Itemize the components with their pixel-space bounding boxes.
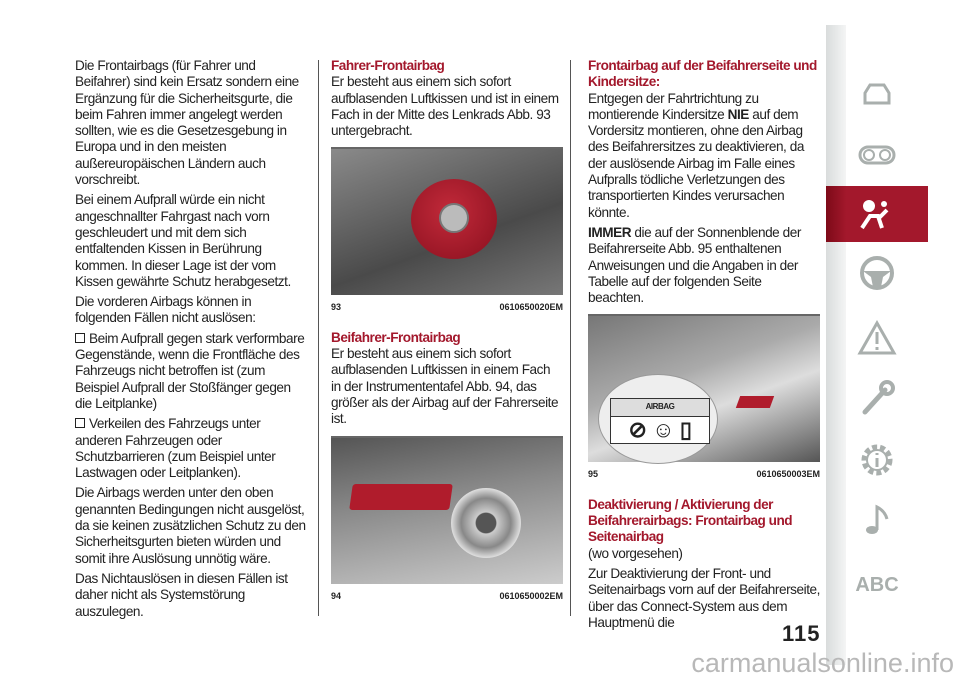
column-2 <box>331 58 563 618</box>
figure-caption <box>588 466 820 482</box>
airbag-highlight <box>411 179 497 259</box>
paragraph: Die Airbags werden unter den oben genannten Bedingungen nicht ausgelöst, da sie keinen zusätzlichen Schutz zu den Sicherheitsgurten bieten würden und somit ihre Auslösung unnötig wäre. <box>75 485 306 566</box>
text: auf dem Vordersitz montieren, ohne den Airbag des Beifahrersitzes zu deaktivieren, da der auslösende Airbag im Falle eines Aufpralls tödliche Verletzungen des transportierten Kindes verursachen könnte. <box>588 106 804 220</box>
airbag-icon <box>857 196 897 232</box>
heading-driver-airbag: Fahrer-Frontairbag <box>331 58 445 73</box>
page-number: 115 <box>782 621 821 646</box>
paragraph <box>588 91 820 221</box>
figure-number: 93 <box>331 302 342 313</box>
gear-info-icon <box>857 442 897 478</box>
column-3 <box>588 58 820 635</box>
figure-caption <box>331 588 563 604</box>
column-divider <box>570 60 571 616</box>
text: Entgegen der Fahrtrichtung zu montierende Kindersitze <box>588 90 759 122</box>
tab-instruments[interactable] <box>826 130 928 180</box>
paragraph: Er besteht aus einem sich sofort aufblasenden Luftkissen und ist in einem Fach in der Mitte des Lenkrads Abb. 93 untergebracht. <box>331 74 559 139</box>
alfa-logo <box>439 203 469 233</box>
figure-caption <box>331 299 563 315</box>
figure-95-sun-visor <box>588 314 820 462</box>
figure-93-steering-wheel <box>331 147 563 295</box>
airbag-highlight <box>349 484 453 510</box>
figure-code: 0610650003EM <box>756 469 820 480</box>
heading-child-seats: Frontairbag auf der Beifahrerseite und Kindersitze: <box>588 58 817 90</box>
tab-technical-data[interactable] <box>826 435 928 485</box>
music-note-icon <box>857 502 897 538</box>
gauges-icon <box>857 137 897 173</box>
no-child-seat-icon: ⊘ ☺ ▯ <box>628 416 692 442</box>
paragraph <box>588 225 820 306</box>
figure-number: 95 <box>588 469 599 480</box>
figure-94-dashboard <box>331 436 563 584</box>
steering-wheel-icon <box>857 255 897 291</box>
tab-vehicle[interactable] <box>826 70 928 120</box>
heading-passenger-airbag: Beifahrer-Frontairbag <box>331 329 461 345</box>
column-1 <box>75 58 307 624</box>
paragraph: Das Nichtauslösen in diesen Fällen ist daher nicht als Systemstörung auszulegen. <box>75 570 288 619</box>
visor-label-highlight <box>736 396 774 408</box>
paragraph: Die Frontairbags (für Fahrer und Beifahrer) sind kein Ersatz sondern eine Ergänzung für die Sicherheitsgurte, die beim Fahren immer angelegt werden sollten, wie es die Gesetzesgebung in Europa und in den meisten außereuropäischen Ländern auch vorschreibt. <box>75 58 299 188</box>
text: die auf der Sonnenblende der Beifahrerseite Abb. 95 enthaltenen Anweisungen und die Angaben in der Tabelle auf der folgenden Seite beachten. <box>588 224 801 306</box>
wrench-icon <box>857 380 897 416</box>
bullet-item <box>75 331 307 412</box>
column-divider <box>318 60 319 616</box>
air-vent <box>451 488 521 558</box>
paragraph: Bei einem Aufprall würde ein nicht angeschnallter Fahrgast nach vorn geschleudert und mit dem sich entfaltenden Kissen in Berührung kommen. In dieser Lage ist der vom Kissen gewährte Schutz herabgesetzt. <box>75 192 291 289</box>
bullet-item <box>75 416 307 481</box>
abc-index-label: ABC <box>855 573 899 596</box>
paragraph: (wo vorgesehen) <box>588 545 683 561</box>
car-icon <box>857 77 897 113</box>
paragraph: Er besteht aus einem sich sofort aufblasenden Luftkissen in einem Fach in der Instrumententafel Abb. 94, das größer als der Airbag auf der Fahrerseite ist. <box>331 346 559 427</box>
emphasis: NIE <box>727 106 749 122</box>
paragraph: Die vorderen Airbags können in folgenden Fällen nicht auslösen: <box>75 294 256 326</box>
airbag-warning-label <box>610 398 710 444</box>
figure-number: 94 <box>331 590 342 601</box>
figure-code: 0610650002EM <box>499 590 563 601</box>
tab-emergency[interactable] <box>826 313 928 363</box>
tab-maintenance[interactable] <box>826 373 928 423</box>
warning-triangle-icon <box>857 320 897 356</box>
heading-deactivation: Deaktivierung / Aktivierung der Beifahrerairbags: Frontairbag und Seitenairbag <box>588 496 793 545</box>
watermark: carmanualsonline.info <box>691 648 954 678</box>
tab-safety[interactable] <box>826 186 928 242</box>
figure-code: 0610650020EM <box>499 302 563 313</box>
bullet-text: Beim Aufprall gegen stark verformbare Gegenstände, wenn die Frontfläche des Fahrzeugs nicht betroffen ist (zum Beispiel Aufprall der Stoßfänger gegen die Leitplanke) <box>75 330 305 411</box>
bullet-text: Verkeilen des Fahrzeugs unter anderen Fahrzeugen oder Schutzbarrieren (zum Beispiel unter Lastwagen oder Leitplanken). <box>75 416 276 481</box>
label-title: AIRBAG <box>611 399 709 416</box>
tab-index[interactable] <box>826 560 928 610</box>
tab-driving[interactable] <box>826 248 928 298</box>
paragraph: Zur Deaktivierung der Front- und Seitenairbags vorn auf der Beifahrerseite, über das Connect-System aus dem Hauptmenü die <box>588 565 820 630</box>
emphasis: IMMER <box>588 224 632 240</box>
tab-multimedia[interactable] <box>826 495 928 545</box>
